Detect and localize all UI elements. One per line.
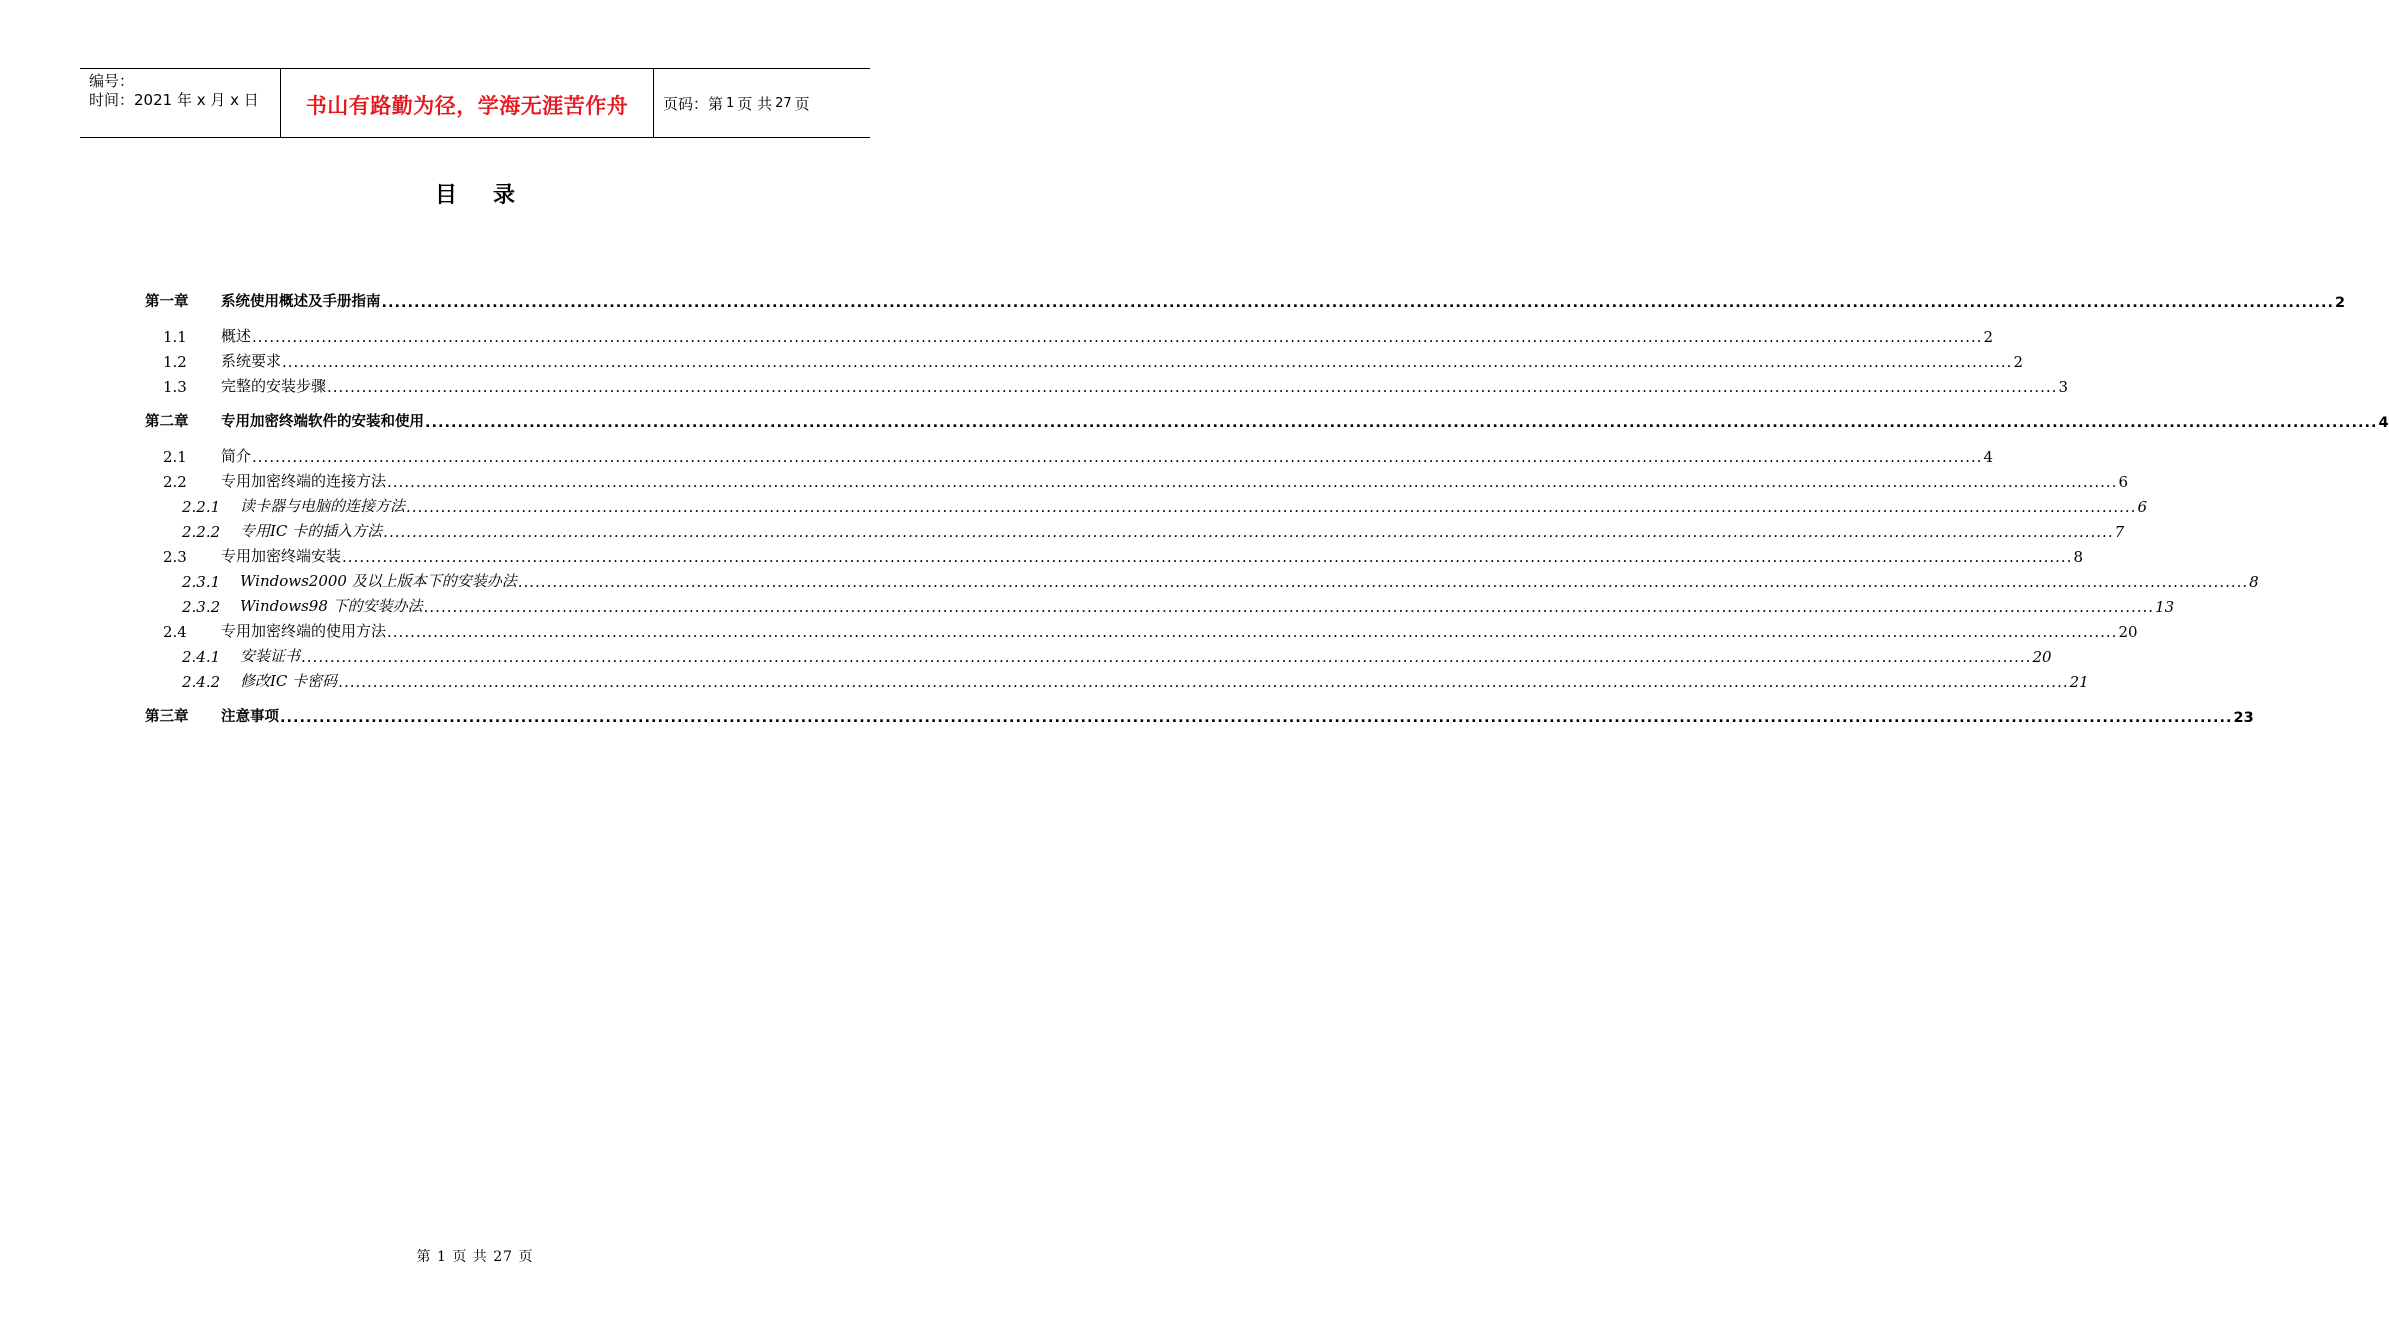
toc-leader-dots: ............................................................................................................................................................................................................................................................................................................ [383, 523, 2114, 541]
toc-entry-page: 4 [1983, 448, 1993, 466]
toc-entry-number: 2.3.1 [182, 573, 221, 591]
toc-entry[interactable] [145, 701, 2254, 726]
toc-entry[interactable] [145, 641, 2052, 666]
toc-entry-number: 第一章 [145, 294, 189, 310]
toc-entry-number: 2.2.2 [182, 523, 221, 541]
toc-entry-number: 2.4.1 [182, 648, 221, 666]
toc-entry-label: Windows98 下的安装办法 [240, 597, 423, 615]
toc-leader-dots: ............................................................................................................................................................................................................................................................................................................ [280, 710, 2233, 726]
toc-entry-number: 1.2 [163, 353, 187, 371]
toc-entry-label: 读卡器与电脑的连接方法 [240, 497, 406, 515]
toc-entry[interactable] [145, 321, 1993, 346]
toc-entry-page: 6 [2137, 498, 2147, 516]
toc-entry[interactable] [145, 346, 2023, 371]
header-meta [80, 69, 281, 137]
toc-entry-number: 第三章 [145, 709, 189, 725]
toc-entry-number: 2.1 [163, 448, 187, 466]
toc-title-char-2: 录 [493, 183, 516, 208]
toc-title [0, 178, 950, 209]
table-of-contents [145, 286, 2389, 726]
toc-entry-page: 21 [2069, 673, 2089, 691]
toc-entry-number: 1.3 [163, 378, 187, 396]
toc-entry-label: 简介 [221, 447, 252, 465]
toc-entry[interactable] [145, 541, 2083, 566]
toc-entry-page: 3 [2058, 378, 2068, 396]
header-page-current: 1 [726, 95, 735, 111]
toc-entry[interactable] [145, 441, 1993, 466]
toc-entry-page: 23 [2233, 710, 2254, 726]
toc-entry-label: 概述 [221, 327, 252, 345]
toc-entry-number: 2.4 [163, 623, 187, 641]
toc-entry[interactable] [145, 516, 2125, 541]
toc-leader-dots: ............................................................................................................................................................................................................................................................................................................ [425, 415, 2378, 431]
toc-entry[interactable] [145, 286, 2346, 311]
toc-entry-label: 专用加密终端安装 [221, 547, 342, 565]
toc-entry-page: 2 [1983, 328, 1993, 346]
toc-entry-page: 6 [2118, 473, 2128, 491]
toc-leader-dots: ............................................................................................................................................................................................................................................................................................................ [423, 598, 2155, 616]
footer-mid: 页 共 [452, 1249, 488, 1265]
toc-entry-number: 第二章 [145, 414, 189, 430]
toc-entry-label: 专用IC 卡的插入方法 [240, 522, 383, 540]
toc-entry-label: 修改IC 卡密码 [240, 672, 338, 690]
toc-leader-dots: ............................................................................................................................................................................................................................................................................................................ [301, 648, 2032, 666]
toc-leader-dots: ............................................................................................................................................................................................................................................................................................................ [327, 378, 2058, 396]
header-motto-cell [281, 69, 654, 137]
toc-entry[interactable] [145, 666, 2089, 691]
toc-entry-number: 2.3 [163, 548, 187, 566]
header-motto: 书山有路勤为径，学海无涯苦作舟 [305, 94, 629, 118]
header-page-prefix: 页码：第 [663, 94, 724, 113]
toc-leader-dots: ............................................................................................................................................................................................................................................................................................................ [517, 573, 2249, 591]
toc-entry-label: 专用加密终端的连接方法 [221, 472, 387, 490]
toc-leader-dots: ............................................................................................................................................................................................................................................................................................................ [381, 295, 2334, 311]
toc-leader-dots: ............................................................................................................................................................................................................................................................................................................ [338, 673, 2069, 691]
toc-entry-number: 2.4.2 [182, 673, 221, 691]
page-header [80, 68, 870, 138]
toc-title-char-1: 目 [434, 183, 457, 208]
toc-entry-label: 系统使用概述及手册指南 [221, 294, 381, 310]
header-page-total: 27 [775, 95, 792, 111]
toc-entry-page: 20 [2032, 648, 2052, 666]
toc-entry-label: 系统要求 [221, 352, 282, 370]
toc-entry-page: 8 [2073, 548, 2083, 566]
toc-entry-page: 20 [2118, 623, 2138, 641]
toc-entry[interactable] [145, 491, 2147, 516]
toc-entry-label: Windows2000 及以上版本下的安装办法 [240, 572, 517, 590]
toc-entry[interactable] [145, 566, 2259, 591]
footer-current: 1 [436, 1249, 447, 1265]
toc-entry-number: 2.2.1 [182, 498, 221, 516]
footer-suffix: 页 [518, 1249, 534, 1265]
toc-entry-page: 8 [2249, 573, 2259, 591]
toc-entry-label: 注意事项 [221, 709, 279, 725]
toc-leader-dots: ............................................................................................................................................................................................................................................................................................................ [282, 353, 2013, 371]
footer-prefix: 第 [416, 1249, 432, 1265]
toc-entry[interactable] [145, 591, 2175, 616]
toc-entry[interactable] [145, 466, 2128, 491]
toc-entry-label: 完整的安装步骤 [221, 377, 327, 395]
page-footer [0, 1246, 950, 1266]
toc-leader-dots: ............................................................................................................................................................................................................................................................................................................ [387, 473, 2118, 491]
toc-leader-dots: ............................................................................................................................................................................................................................................................................................................ [406, 498, 2137, 516]
footer-total: 27 [493, 1249, 514, 1265]
toc-entry-number: 2.2 [163, 473, 187, 491]
header-page-suffix: 页 [794, 94, 810, 113]
toc-leader-dots: ............................................................................................................................................................................................................................................................................................................ [252, 448, 1983, 466]
toc-entry-label: 安装证书 [240, 647, 301, 665]
toc-entry-number: 2.3.2 [182, 598, 221, 616]
toc-entry-label: 专用加密终端的使用方法 [221, 622, 387, 640]
toc-entry-page: 13 [2155, 598, 2175, 616]
date-label: 时间：2021 年 x 月 x 日 [89, 91, 259, 109]
toc-entry[interactable] [145, 406, 2389, 431]
toc-leader-dots: ............................................................................................................................................................................................................................................................................................................ [342, 548, 2073, 566]
toc-leader-dots: ............................................................................................................................................................................................................................................................................................................ [387, 623, 2118, 641]
toc-leader-dots: ............................................................................................................................................................................................................................................................................................................ [252, 328, 1983, 346]
toc-entry-page: 7 [2114, 523, 2125, 541]
toc-entry[interactable] [145, 616, 2138, 641]
header-page-mid: 页 共 [737, 94, 773, 113]
toc-entry-page: 4 [2378, 415, 2389, 431]
toc-entry-number: 1.1 [163, 328, 187, 346]
toc-entry-page: 2 [2335, 295, 2346, 311]
toc-entry[interactable] [145, 371, 2068, 396]
header-page-info [654, 69, 870, 137]
toc-entry-page: 2 [2013, 353, 2023, 371]
code-label: 编号： [89, 72, 135, 90]
toc-entry-label: 专用加密终端软件的安装和使用 [221, 414, 424, 430]
